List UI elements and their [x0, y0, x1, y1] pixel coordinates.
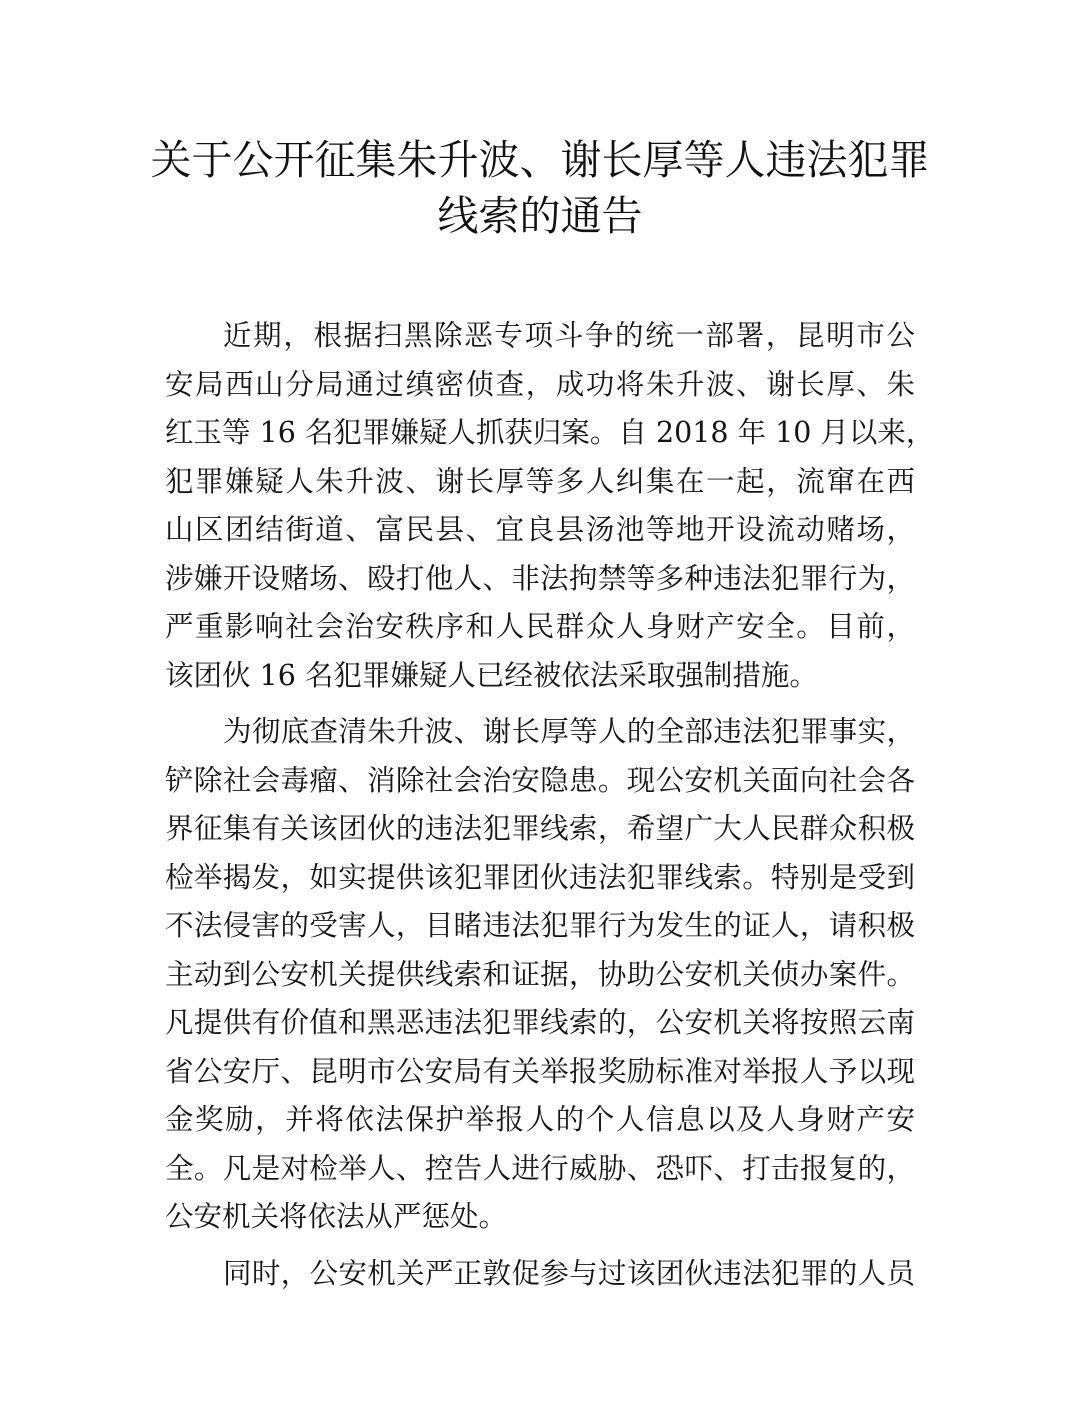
text-line: 安局西山分局通过缜密侦查，成功将朱升波、谢长厚、朱 — [165, 367, 915, 401]
document-body — [165, 312, 935, 1298]
text-line: 近期，根据扫黑除恶专项斗争的统一部署，昆明市公 — [223, 319, 915, 352]
text-line: 为彻底查清朱升波、谢长厚等人的全部违法犯罪事实， — [223, 715, 915, 748]
text-line: 主动到公安机关提供线索和证据，协助公安机关侦办案件。 — [165, 957, 915, 991]
text-line: 金奖励，并将依法保护举报人的个人信息以及人身财产安 — [165, 1103, 915, 1136]
text-line: 严重影响社会治安秩序和人民群众人身财产安全。目前， — [165, 610, 915, 643]
paragraph-2 — [165, 708, 915, 1242]
document-title-line-2: 线索的通告 — [437, 192, 643, 240]
text-line: 省公安厅、昆明市公安局有关举报奖励标准对举报人予以现 — [165, 1054, 915, 1088]
text-line: 同时，公安机关严正敦促参与过该团伙违法犯罪的人员 — [223, 1256, 915, 1290]
text-line: 该团伙 16 名犯罪嫌疑人已经被依法采取强制措施。 — [165, 658, 818, 692]
text-line: 铲除社会毒瘤、消除社会治安隐患。现公安机关面向社会各 — [165, 763, 915, 797]
text-line: 不法侵害的受害人，目睹违法犯罪行为发生的证人，请积极 — [165, 909, 915, 942]
text-line: 凡提供有价值和黑恶违法犯罪线索的，公安机关将按照云南 — [165, 1006, 915, 1039]
text-line: 界征集有关该团伙的违法犯罪线索，希望广大人民群众积极 — [165, 812, 915, 845]
text-line: 公安机关将依法从严惩处。 — [165, 1200, 508, 1233]
text-line: 山区团结街道、富民县、宜良县汤池等地开设流动赌场， — [165, 513, 915, 546]
paragraph-1 — [165, 312, 935, 700]
paragraph-3 — [165, 1250, 915, 1299]
text-line: 涉嫌开设赌场、殴打他人、非法拘禁等多种违法犯罪行为， — [165, 561, 915, 595]
text-line: 全。凡是对检举人、控告人进行威胁、恐吓、打击报复的， — [165, 1151, 915, 1185]
text-line: 犯罪嫌疑人朱升波、谢长厚等多人纠集在一起，流窜在西 — [165, 464, 915, 498]
text-line: 检举揭发，如实提供该犯罪团伙违法犯罪线索。特别是受到 — [165, 860, 915, 894]
document-title-line-1: 关于公开征集朱升波、谢长厚等人违法犯罪 — [150, 136, 930, 184]
text-line: 红玉等 16 名犯罪嫌疑人抓获归案。自 2018 年 10 月以来， — [165, 416, 935, 449]
